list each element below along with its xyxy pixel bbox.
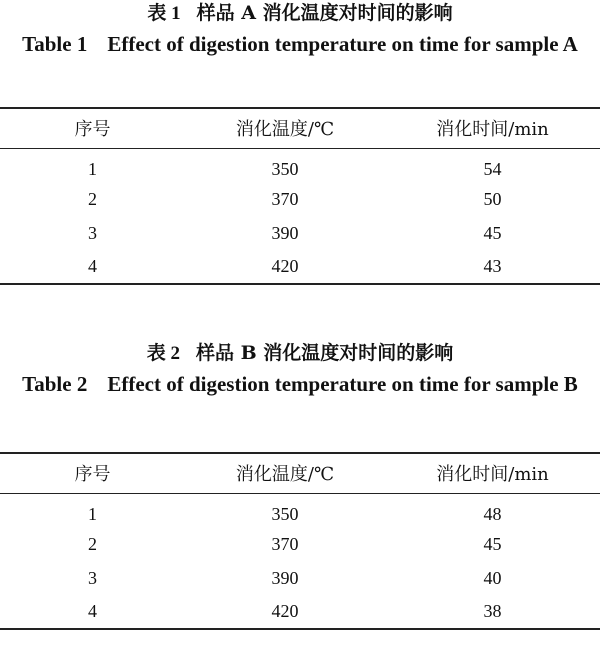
table-1 [0,107,600,285]
cell-index: 3 [88,567,97,588]
cell-temperature: 420 [271,256,299,276]
table-2-header-row [0,453,600,493]
table-1-number-en: Table 1 [22,32,88,56]
cell-index: 4 [88,601,97,621]
cell-index: 1 [88,158,97,179]
cell-time: 48 [483,503,502,524]
cell-temperature: 420 [271,601,299,621]
table-1-caption-cn [0,0,600,26]
cell-index: 1 [88,503,97,524]
cell-time: 45 [483,533,502,554]
cell-index: 2 [88,533,97,554]
table-2-number-cn: 表 2 [146,343,180,364]
cell-time: 40 [483,567,502,588]
header-time: 消化时间/min [385,108,600,148]
table-2 [0,452,600,630]
cell-time: 45 [483,222,502,243]
cell-index: 2 [88,188,97,209]
cell-time: 50 [483,188,502,209]
table-row [0,182,600,216]
table-2-title-en: Effect of digestion temperature on time for sample B [107,372,578,396]
table-row [0,595,600,629]
table-row [0,216,600,250]
cell-temperature: 370 [271,188,299,209]
cell-temperature: 390 [271,222,299,243]
cell-time: 43 [483,256,502,276]
table-1-title-en: Effect of digestion temperature on time for sample A [107,32,578,56]
table-row [0,527,600,561]
table-2-number-en: Table 2 [22,372,88,396]
table-2-caption-en [0,366,600,403]
table-1-caption-en [0,26,600,63]
header-time: 消化时间/min [385,453,600,493]
table-row [0,493,600,527]
table-row [0,250,600,284]
table-2-title-cn: 样品 B 消化温度对时间的影响 [195,342,454,364]
table-1-caption [0,0,600,63]
cell-temperature: 390 [271,567,299,588]
table-1-header-row [0,108,600,148]
header-index: 序号 [0,108,185,148]
header-index: 序号 [0,453,185,493]
cell-temperature: 370 [271,533,299,554]
table-row [0,148,600,182]
header-temperature: 消化温度/℃ [185,108,385,148]
table-row [0,561,600,595]
cell-index: 4 [88,256,97,276]
cell-temperature: 350 [271,503,299,524]
header-temperature: 消化温度/℃ [185,453,385,493]
table-2-caption [0,340,600,403]
cell-time: 54 [483,158,502,179]
cell-temperature: 350 [271,158,299,179]
table-1-title-cn: 样品 A 消化温度对时间的影响 [196,2,453,24]
table-1-number-cn: 表 1 [147,3,181,24]
cell-index: 3 [88,222,97,243]
cell-time: 38 [483,601,502,621]
table-2-caption-cn [0,340,600,366]
